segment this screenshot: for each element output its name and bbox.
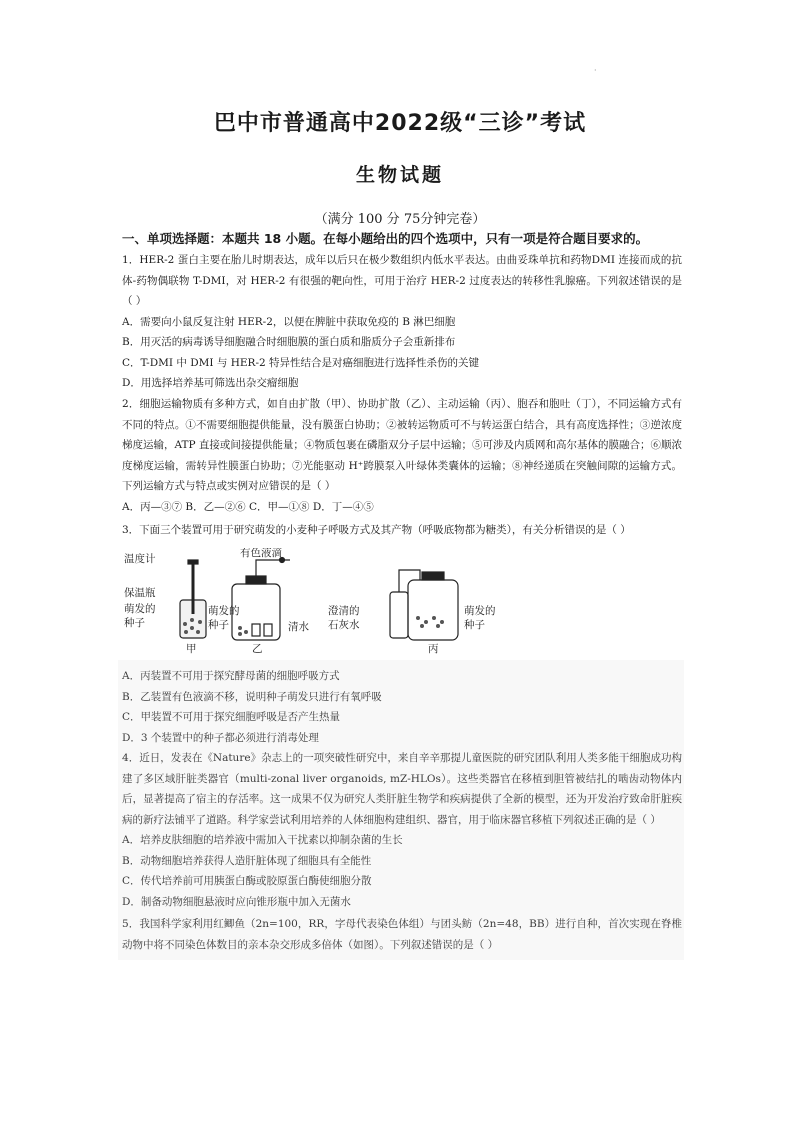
device-bing (390, 570, 458, 640)
label-seeds-a2: 种子 (124, 617, 145, 629)
label-bing: 丙 (428, 643, 439, 655)
label-limewater1: 澄清的 (328, 605, 360, 617)
option-c: C．传代培养前可用胰蛋白酶或胶原蛋白酶使细胞分散 (122, 875, 372, 887)
question-4 (122, 748, 682, 912)
label-seeds-c1: 萌发的 (464, 605, 496, 617)
exam-title: 巴中市普通高中2022级“三诊”考试 (213, 111, 587, 136)
scan-speck: · (594, 66, 597, 75)
option-d: D．3 个装置中的种子都必须进行消毒处理 (122, 731, 319, 744)
label-seeds-c2: 种子 (464, 619, 485, 631)
seed-flask (408, 580, 458, 640)
option-b: B．动物细胞培养获得人造肝脏体现了细胞具有全能性 (122, 854, 372, 867)
beaker-icon (252, 624, 260, 636)
label-thermos: 保温瓶 (124, 587, 156, 599)
seeds-icon (238, 626, 248, 636)
apparatus-diagram (122, 548, 682, 656)
connecting-tube (399, 570, 420, 592)
exam-subject: 生物试题 (355, 164, 444, 186)
beaker-icon (264, 624, 272, 636)
section-heading: 一、单项选择题：本题共 18 小题。在每小题给出的四个选项中，只有一项是符合题目要求的。 (122, 231, 649, 246)
option-c: C．T-DMI 中 DMI 与 HER-2 特异性结合是对癌细胞进行选择性杀伤的关键 (122, 356, 480, 369)
limewater-tube (390, 592, 408, 638)
question-3-options (122, 666, 682, 748)
question-stem: 5．我国科学家利用红鲫鱼（2n=100，RR，字母代表染色体组）与团头鲂（2n=48，BB）进行自种，首次实现在脊椎动物中将不同染色体数目的亲本杂交形成多倍体（如图）。下列叙述错误的是（ ） (122, 918, 682, 951)
exam-meta: （满分 100 分 75分钟完卷） (314, 212, 486, 227)
options-line: A．丙—③⑦ B．乙—②⑥ C．甲—①⑧ D．丁—④⑤ (122, 500, 374, 513)
label-jia: 甲 (186, 643, 197, 655)
label-water: 清水 (288, 621, 309, 633)
option-a: A．需要向小鼠反复注射 HER-2，以便在脾脏中获取免疫的 B 淋巴细胞 (122, 315, 456, 328)
label-droplet: 有色液滴 (240, 548, 282, 559)
option-a: A．丙装置不可用于探究酵母菌的细胞呼吸方式 (122, 670, 340, 682)
device-jia (180, 560, 206, 638)
question-1 (122, 250, 682, 394)
question-stem: 4．近日，发表在《Nature》杂志上的一项突破性研究中，来自辛辛那提儿童医院的研究团队利用人类多能干细胞成功构建了多区域肝脏类器官（multi-zonal liver organoids, mZ-HLOs）。这些类器官在移植到胆管被结扎的啮齿动物体内后，显著提高了宿主的存活率。这一成果不仅为研究人类肝脏生物学和疾病提供了全新的模型，还为开发治疗致命肝脏疾病的新疗法铺平了道路。科学家尝试利用培养的人体细胞构建组织、器官，用于临床器官移植下列叙述正确的是（ ） (122, 752, 682, 826)
question-stem: 1．HER-2 蛋白主要在胎儿时期表达，成年以后只在极少数组织内低水平表达。由曲妥珠单抗和药物DMI 连接而成的抗体-药物偶联物 T-DMI，对 HER-2 有很强的靶向性，可用于治疗 HER-2 过度表达的转移性乳腺癌。下列叙述错误的是（ ） (122, 254, 682, 307)
glass-tube (256, 560, 290, 576)
label-thermometer: 温度计 (124, 553, 156, 565)
option-a: A．培养皮肤细胞的培养液中需加入干扰素以抑制杂菌的生长 (122, 834, 403, 846)
question-3-stem: 3．下面三个装置可用于研究萌发的小麦种子呼吸方式及其产物（呼吸底物都为糖类），有关分析错误的是（ ） (122, 524, 631, 536)
question-stem: 2．细胞运输物质有多种方式，如自由扩散（甲）、协助扩散（乙）、主动运输（丙）、胞吞和胞吐（丁），不同运输方式有不同的特点。①不需要细胞提供能量，没有膜蛋白协助；②被转运物质可不与转运蛋白结合，具有高度选择性；③逆浓度梯度运输，ATP 直接或间接提供能量；④物质包裹在磷脂双分子层中运输；⑤可涉及内质网和高尔基体的膜融合；⑥顺浓度梯度运输，需转异性膜蛋白协助；⑦光能驱动 H⁺跨膜泵入叶绿体类囊体的运输；⑧神经递质在突触间隙的运输方式。下列运输方式与特点或实例对应错误的是（ ） (122, 398, 682, 492)
option-c: C．甲装置不可用于探究细胞呼吸是否产生热量 (122, 711, 341, 723)
label-limewater2: 石灰水 (328, 619, 360, 631)
question-5 (122, 914, 682, 955)
label-seeds-b2: 种子 (208, 619, 229, 631)
seeds-icon (416, 616, 444, 628)
option-b: B．用灭活的病毒诱导细胞融合时细胞膜的蛋白质和脂质分子会重新排布 (122, 336, 456, 348)
option-d: D．用选择培养基可筛选出杂交瘤细胞 (122, 377, 299, 389)
question-2 (122, 394, 682, 517)
option-d: D．制备动物细胞悬液时应向锥形瓶中加入无菌水 (122, 895, 351, 908)
device-yi (232, 558, 290, 641)
label-yi: 乙 (252, 643, 263, 655)
option-b: B．乙装置有色液滴不移，说明种子萌发只进行有氧呼吸 (122, 690, 382, 703)
label-seeds-a1: 萌发的 (124, 603, 156, 615)
label-seeds-b1: 萌发的 (208, 605, 240, 617)
